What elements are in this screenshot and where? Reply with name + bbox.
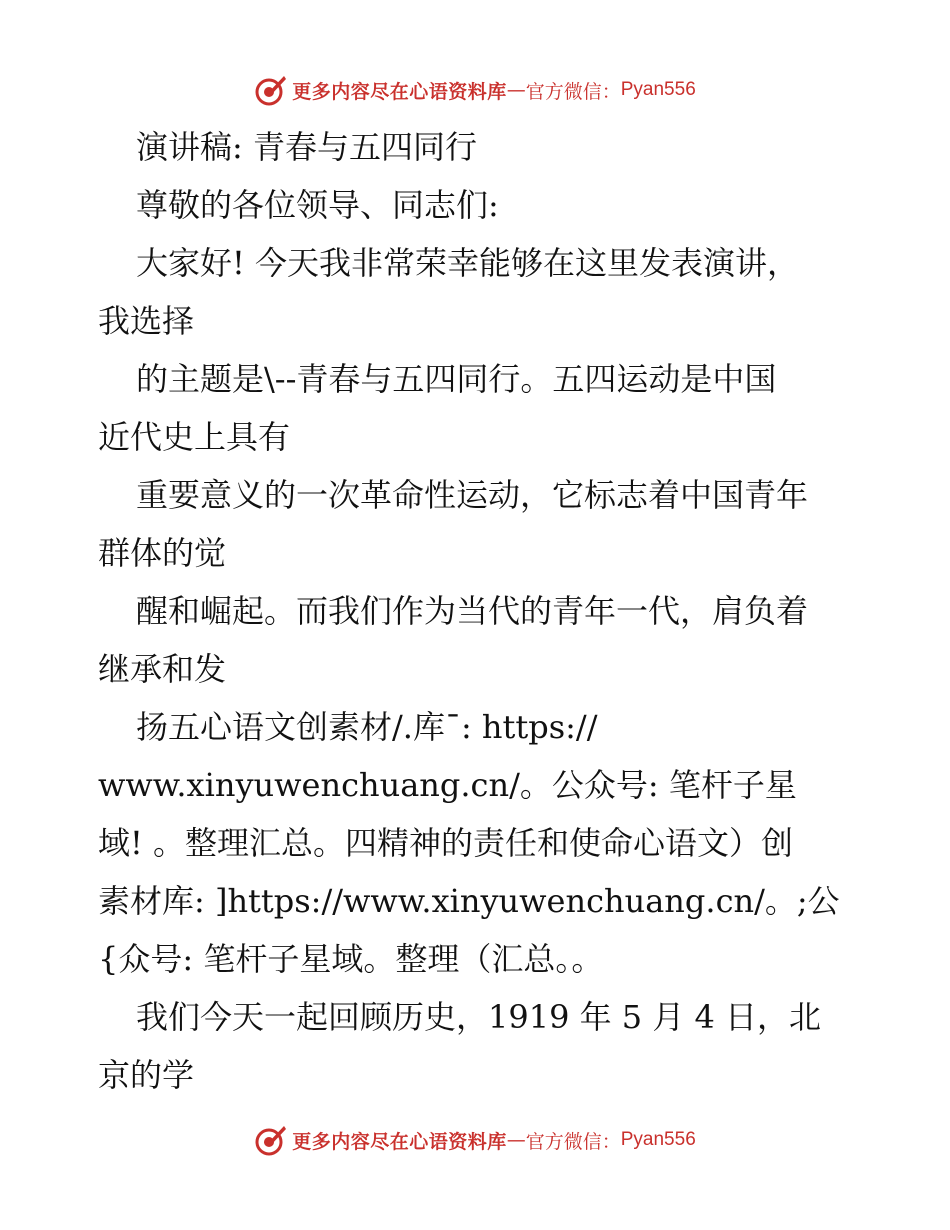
paragraph-line: 近代史上具有 — [98, 418, 291, 456]
paragraph-line: 素材库: ]https://www.xinyuwenchuang.cn/。;公 — [98, 882, 840, 920]
paragraph-line: 大家好! 今天我非常荣幸能够在这里发表演讲， — [136, 244, 800, 282]
paragraph-line: 重要意义的一次革命性运动，它标志着中国青年 — [136, 476, 809, 514]
paragraph-line: 域! 。整理汇总。四精神的责任和使命心语文）创 — [98, 824, 794, 862]
paragraph-line: 我们今天一起回顾历史，1919 年 5 月 4 日，北 — [136, 998, 822, 1036]
banner-main-text: 更多内容尽在心语资料库 — [292, 80, 507, 103]
paragraph-line: 我选择 — [98, 302, 195, 340]
doc-salutation: 尊敬的各位领导、同志们: — [136, 186, 499, 224]
banner-dash: — — [506, 1129, 526, 1151]
paragraph-line: {众号: 笔杆子星域。整理（汇总。。 — [98, 940, 604, 978]
paragraph-line: 的主题是\--青春与五四同行。五四运动是中国 — [136, 360, 777, 398]
document-body — [98, 118, 858, 1104]
paragraph-line: 群体的觉 — [98, 534, 227, 572]
banner-main-text: 更多内容尽在心语资料库 — [292, 1130, 507, 1153]
paragraph-line: 醒和崛起。而我们作为当代的青年一代，肩负着 — [136, 592, 809, 630]
quill-logo-icon — [254, 73, 288, 107]
banner-wechat-id: Pyan556 — [620, 1129, 696, 1150]
banner-dash: — — [506, 79, 526, 101]
quill-logo-icon — [254, 1123, 288, 1157]
paragraph-line: 京的学 — [98, 1056, 195, 1094]
doc-title: 演讲稿: 青春与五四同行 — [136, 128, 477, 166]
banner-wechat-label: 官方微信： — [525, 1130, 621, 1153]
banner-wechat-id: Pyan556 — [620, 79, 696, 100]
paragraph-line: www.xinyuwenchuang.cn/。公众号: 笔杆子星 — [98, 766, 797, 804]
paragraph-line: 扬五心语文创素材/.库¯: https:// — [136, 708, 598, 746]
footer-banner — [0, 1120, 950, 1160]
banner-wechat-label: 官方微信： — [525, 80, 621, 103]
paragraph-line: 继承和发 — [98, 650, 227, 688]
header-banner — [0, 70, 950, 110]
